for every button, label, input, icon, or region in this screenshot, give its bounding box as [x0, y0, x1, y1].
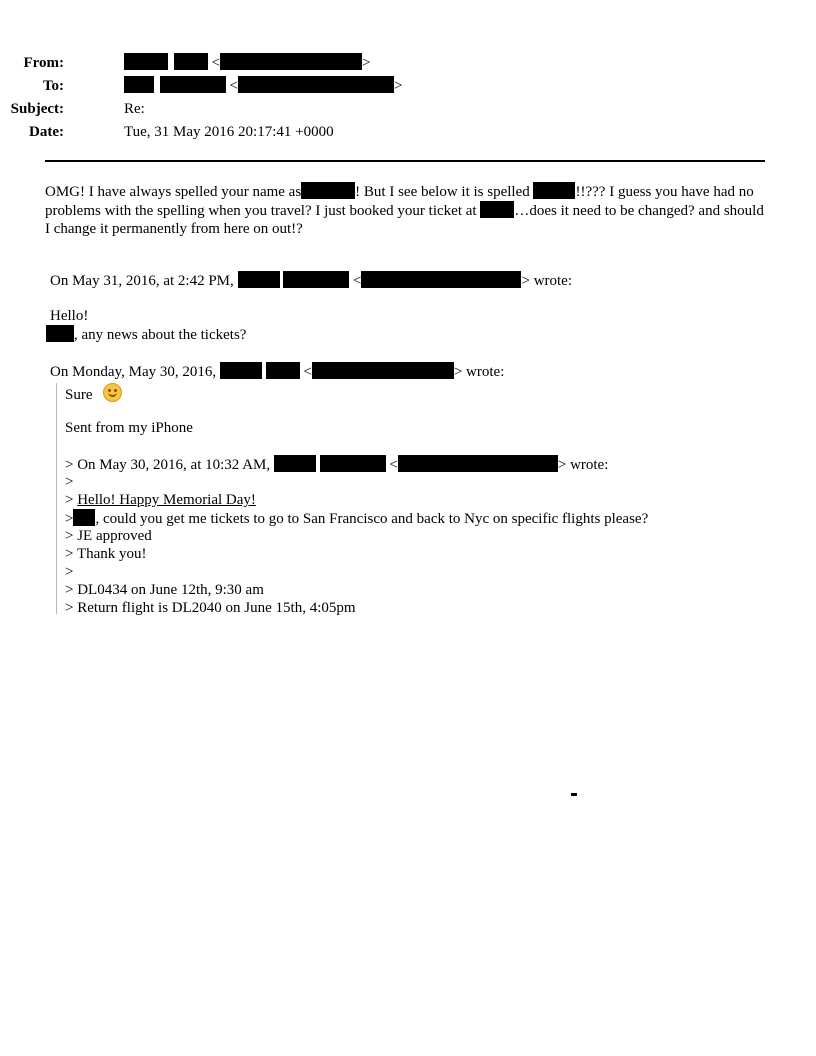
- quote-marker: >: [65, 511, 74, 527]
- body-text: Sure: [65, 387, 93, 403]
- redaction: [361, 271, 521, 288]
- redaction: [124, 76, 154, 93]
- redaction: [160, 76, 226, 93]
- redaction: [320, 455, 386, 472]
- from-row: [0, 52, 760, 75]
- redaction: [238, 76, 394, 93]
- reply-attribution-1: On May 31, 2016, at 2:42 PM, < > wrote:: [50, 273, 573, 289]
- date-row: [0, 121, 760, 144]
- quote-marker-line: >: [65, 474, 74, 490]
- hello-line: Hello!: [50, 308, 89, 324]
- subject-label: Subject:: [10, 101, 64, 117]
- redaction: [174, 53, 208, 70]
- redaction: [274, 455, 316, 472]
- body-text: , any news about the tickets?: [74, 327, 247, 343]
- redaction: [220, 53, 362, 70]
- attribution-text: > On May 30, 2016, at 10:32 AM,: [65, 457, 271, 473]
- stray-mark: [571, 793, 577, 796]
- quoted-flight-2: > Return flight is DL2040 on June 15th, 4:05pm: [65, 600, 356, 616]
- redaction: [266, 362, 300, 379]
- reply-attribution-2: On Monday, May 30, 2016, < > wrote:: [50, 364, 505, 380]
- from-label: From:: [23, 55, 64, 71]
- subject-value: Re:: [124, 101, 145, 117]
- body-text: OMG! I have always spelled your name as: [45, 184, 302, 200]
- to-row: [0, 75, 760, 98]
- quoted-thanks: > Thank you!: [65, 546, 147, 562]
- date-label: Date:: [29, 124, 64, 140]
- redaction: [312, 362, 454, 379]
- body-text: !!??? I guess you have had no problems with the spelling when you travel? I just booked your ticket at: [45, 184, 754, 219]
- attribution-text: wrote:: [570, 457, 609, 473]
- blank-line: [65, 437, 765, 455]
- body-text: Hello! Happy Memorial Day!: [77, 492, 256, 508]
- reply-body-1: [46, 307, 766, 344]
- redaction: [283, 271, 349, 288]
- quoted-attribution: > On May 30, 2016, at 10:32 AM, < > wrote:: [65, 457, 609, 473]
- redaction: [398, 455, 558, 472]
- body-text: , could you get me tickets to go to San Francisco and back to Nyc on specific flights please?: [95, 511, 649, 527]
- email-header: [0, 52, 760, 144]
- redaction: [480, 201, 514, 218]
- redaction: [533, 182, 575, 199]
- subject-row: [0, 98, 760, 121]
- redaction: [124, 53, 168, 70]
- quote-marker-line: >: [65, 564, 74, 580]
- attribution-text: On May 31, 2016, at 2:42 PM,: [50, 273, 234, 289]
- attribution-text: On Monday, May 30, 2016,: [50, 364, 217, 380]
- to-value: < >: [124, 75, 402, 98]
- to-label: To:: [42, 78, 64, 94]
- blank-line: [65, 401, 765, 419]
- quoted-flight-1: > DL0434 on June 12th, 9:30 am: [65, 582, 264, 598]
- quoted-message: [56, 383, 765, 614]
- attribution-text: wrote:: [466, 364, 505, 380]
- body-text: ! But I see below it is spelled: [355, 184, 530, 200]
- smiley-icon: [103, 383, 122, 402]
- message-body: [45, 182, 765, 238]
- quoted-approved: > JE approved: [65, 528, 152, 544]
- attribution-text: wrote:: [533, 273, 573, 289]
- redaction: [238, 271, 280, 288]
- news-line: [46, 325, 766, 344]
- redaction: [46, 325, 74, 342]
- redaction: [301, 182, 355, 199]
- header-divider: [45, 160, 765, 162]
- redaction: [73, 509, 95, 526]
- date-value: Tue, 31 May 2016 20:17:41 +0000: [124, 124, 334, 140]
- from-value: < >: [124, 52, 370, 75]
- sure-line: [65, 383, 765, 401]
- redaction: [220, 362, 262, 379]
- quoted-request: [65, 509, 765, 527]
- quoted-hello: [65, 491, 765, 509]
- body-text: …does it need to be changed? and should I change it permanently from here on out!?: [45, 203, 764, 237]
- signature-line: Sent from my iPhone: [65, 420, 193, 436]
- quote-marker: >: [65, 492, 78, 508]
